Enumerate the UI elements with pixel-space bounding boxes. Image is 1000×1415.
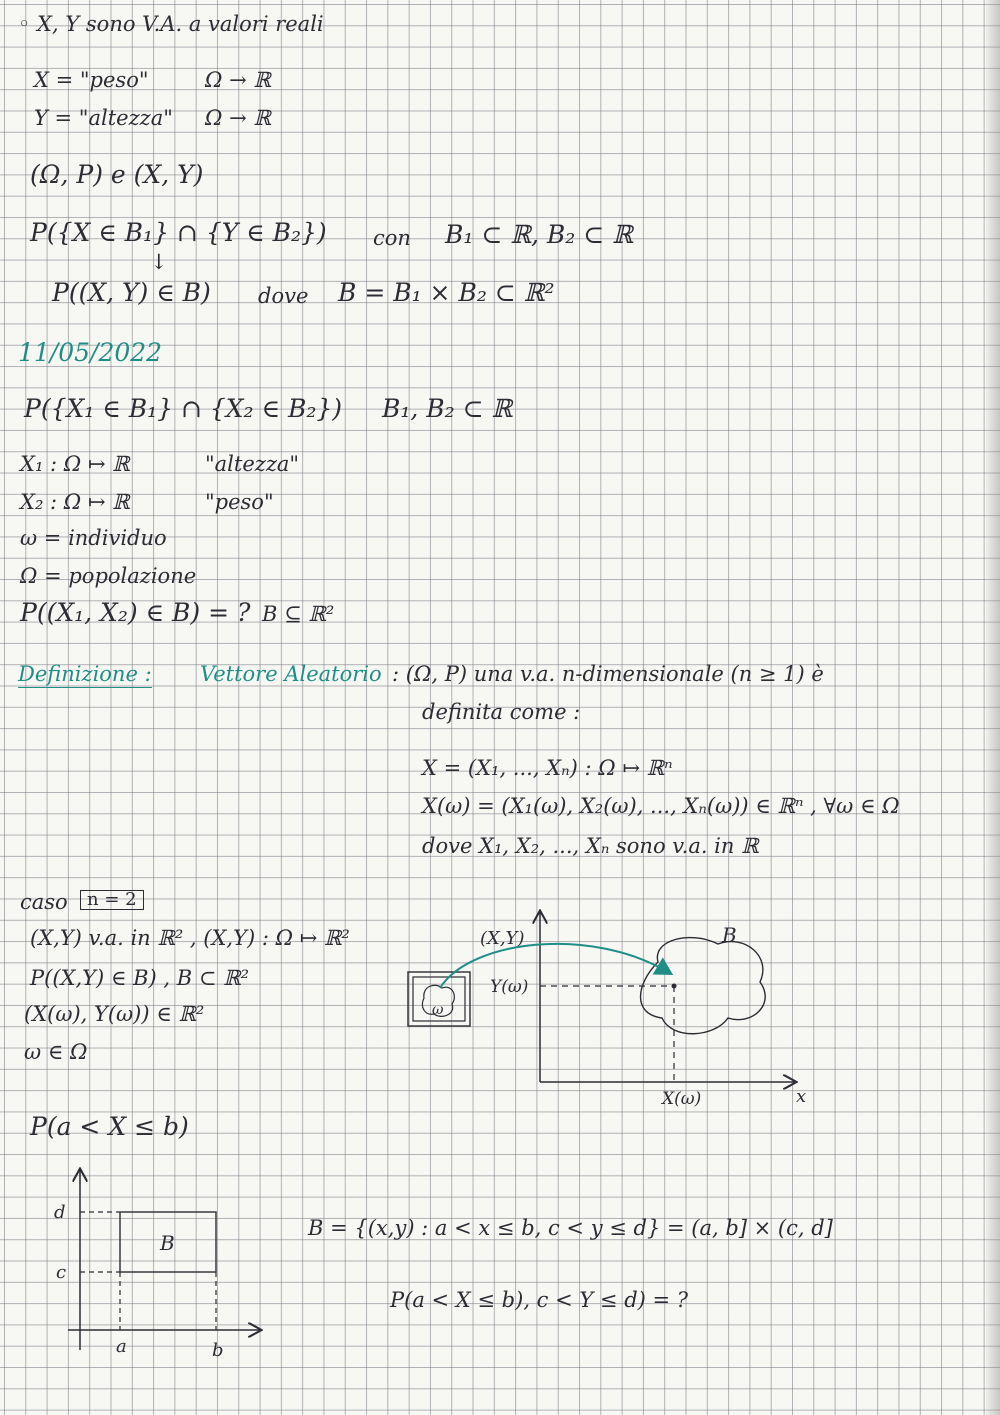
prob-a-b: P(a < X ≤ b) — [30, 1112, 189, 1141]
x-axis-label: x — [796, 1086, 807, 1107]
a-label: a — [116, 1336, 127, 1357]
c-label: c — [56, 1262, 67, 1283]
prob-x1x2-b: P((X₁, X₂) ∈ B) = ? — [20, 598, 251, 627]
definition-formula-1: X = (X₁, ..., Xₙ) : Ω ↦ ℝⁿ — [422, 756, 673, 780]
y-axis-label: (X,Y) — [480, 928, 525, 949]
omega-label: ω — [432, 1002, 444, 1018]
vector-prob: P((X, Y) ∈ B) — [52, 278, 211, 307]
omega-popolazione: Ω = popolazione — [20, 564, 197, 588]
date: 11/05/2022 — [18, 338, 163, 367]
rectangle-diagram — [40, 1160, 280, 1370]
y-map: Ω → ℝ — [205, 106, 271, 130]
b1-b2-subset: B₁ ⊂ ℝ, B₂ ⊂ ℝ — [445, 220, 633, 249]
definition-text-2: definita come : — [422, 700, 581, 724]
joint-prob: P({X ∈ B₁} ∩ {Y ∈ B₂}) — [30, 218, 327, 247]
caso-line-1: (X,Y) v.a. in ℝ² , (X,Y) : Ω ↦ ℝ² — [30, 926, 350, 950]
caso-line-4: ω ∈ Ω — [24, 1040, 88, 1064]
b1b2-subset: B₁, B₂ ⊂ ℝ — [382, 394, 513, 423]
omega-individuo: ω = individuo — [20, 526, 167, 550]
b-subset-r2: B ⊆ ℝ² — [262, 602, 335, 626]
page-edge — [986, 0, 1000, 1415]
b-label: b — [212, 1340, 224, 1361]
region-b-label: B — [722, 923, 737, 947]
definition-formula-3: dove X₁, X₂, ..., Xₙ sono v.a. in ℝ — [422, 834, 759, 858]
x-peso: X = "peso" — [34, 68, 149, 92]
definition-text-1: : (Ω, P) una v.a. n-dimensionale (n ≥ 1) è — [392, 662, 824, 686]
caso-word: caso — [20, 890, 68, 914]
x-map: Ω → ℝ — [205, 68, 271, 92]
intro-line: ◦ X, Y sono V.A. a valori reali — [18, 12, 324, 36]
region-label: B — [160, 1231, 175, 1255]
dove-word: dove — [258, 284, 309, 308]
b-product: B = B₁ × B₂ ⊂ ℝ² — [338, 278, 555, 307]
x-tick-label: X(ω) — [662, 1089, 702, 1109]
x2-map: X₂ : Ω ↦ ℝ — [20, 490, 130, 514]
region-b-blob — [641, 938, 766, 1034]
mapping-arrow — [440, 944, 668, 988]
y-tick-label: Y(ω) — [490, 977, 529, 997]
down-arrow: ↓ — [150, 250, 168, 274]
definition-label: Definizione : — [18, 662, 152, 686]
prob-space-pair: (Ω, P) e (X, Y) — [30, 160, 204, 189]
caso-box: n = 2 — [80, 890, 144, 910]
mapping-diagram — [400, 900, 830, 1120]
y-altezza: Y = "altezza" — [34, 106, 173, 130]
final-probability: P(a < X ≤ b), c < Y ≤ d) = ? — [390, 1288, 689, 1312]
d-label: d — [54, 1202, 66, 1223]
x2-peso: "peso" — [205, 490, 274, 514]
b-set-definition: B = {(x,y) : a < x ≤ b, c < y ≤ d} = (a, b] × (c, d] — [308, 1216, 833, 1240]
definition-title: Vettore Aleatorio — [200, 662, 382, 686]
image-point — [672, 984, 677, 989]
con-word: con — [373, 226, 411, 250]
caso-line-3: (X(ω), Y(ω)) ∈ ℝ² — [24, 1002, 205, 1026]
caso-line-2: P((X,Y) ∈ B) , B ⊂ ℝ² — [30, 966, 249, 990]
definition-formula-2: X(ω) = (X₁(ω), X₂(ω), ..., Xₙ(ω)) ∈ ℝⁿ , ∀ω ∈ Ω — [422, 794, 900, 818]
x1-altezza: "altezza" — [205, 452, 300, 476]
joint-prob-x1x2: P({X₁ ∈ B₁} ∩ {X₂ ∈ B₂}) — [24, 394, 343, 423]
x1-map: X₁ : Ω ↦ ℝ — [20, 452, 130, 476]
